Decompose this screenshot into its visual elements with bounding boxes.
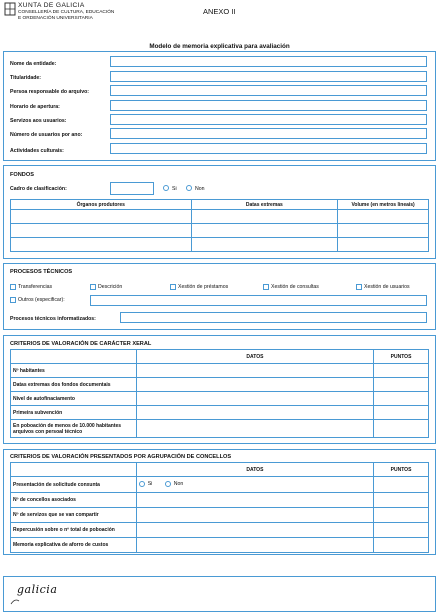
usuarios-checkbox[interactable] bbox=[356, 284, 362, 290]
table-row bbox=[11, 420, 429, 438]
table-row bbox=[11, 477, 429, 493]
table-cell[interactable] bbox=[191, 210, 338, 224]
cadro-non-label: Non bbox=[195, 186, 205, 192]
prestamos-label: Xestión de préstamos bbox=[178, 284, 229, 290]
puntos-cell[interactable] bbox=[374, 378, 429, 392]
table-row bbox=[11, 493, 429, 508]
nome-entidade-input[interactable] bbox=[110, 56, 427, 67]
table-row bbox=[11, 364, 429, 378]
field-label-persoa: Persoa responsable do arquivo: bbox=[10, 89, 89, 95]
puntos-cell[interactable] bbox=[374, 538, 429, 553]
transferencias-checkbox[interactable] bbox=[10, 284, 16, 290]
page-title: Modelo de memoria explicativa para avaliación bbox=[149, 43, 290, 50]
informatizados-label: Procesos técnicos informatizados: bbox=[10, 316, 96, 322]
persoa-responsable-input[interactable] bbox=[110, 85, 427, 96]
field-label-usuarios: Número de usuarios por ano: bbox=[10, 132, 83, 138]
descricion-label: Descrición bbox=[98, 284, 123, 290]
puntos-header: PUNTOS bbox=[374, 350, 429, 364]
solicitude-si-label: Si bbox=[147, 481, 153, 487]
annex-label: ANEXO II bbox=[203, 7, 236, 16]
table-cell[interactable] bbox=[191, 238, 338, 252]
actividades-input[interactable] bbox=[110, 143, 427, 154]
table-row bbox=[11, 406, 429, 420]
field-label-horario: Horario de apertura: bbox=[10, 104, 60, 110]
row-label: Nº de concellos asociados bbox=[11, 493, 137, 508]
criterios-xeral-table bbox=[10, 349, 429, 438]
cadro-label: Cadro de clasificación: bbox=[10, 186, 67, 192]
row-label: Nº habitantes bbox=[11, 364, 137, 378]
datos-cell[interactable] bbox=[136, 477, 373, 493]
numero-usuarios-input[interactable] bbox=[110, 128, 427, 139]
prestamos-checkbox[interactable] bbox=[170, 284, 176, 290]
table-row bbox=[11, 523, 429, 538]
datos-cell[interactable] bbox=[136, 538, 373, 553]
puntos-cell[interactable] bbox=[374, 420, 429, 438]
row-label: Nivel de autofinaciamento bbox=[11, 392, 137, 406]
puntos-cell[interactable] bbox=[374, 508, 429, 523]
fondos-col-volume: Volume (en metros lineais) bbox=[338, 200, 429, 210]
row-label: Memoria explicativa de aforro de custos bbox=[11, 538, 137, 553]
coat-of-arms-icon bbox=[4, 2, 16, 16]
datos-cell[interactable] bbox=[136, 392, 373, 406]
puntos-cell[interactable] bbox=[374, 392, 429, 406]
table-row bbox=[11, 224, 429, 238]
cadro-si-label: Si bbox=[172, 186, 177, 192]
titularidade-input[interactable] bbox=[110, 71, 427, 82]
consultas-label: Xestión de consultas bbox=[271, 284, 319, 290]
table-cell[interactable] bbox=[11, 238, 192, 252]
datos-header: DATOS bbox=[136, 350, 373, 364]
galicia-logo-swoosh-icon bbox=[10, 593, 20, 611]
field-label-servizos: Servizos aos usuarios: bbox=[10, 118, 67, 124]
datos-cell[interactable] bbox=[136, 364, 373, 378]
datos-cell[interactable] bbox=[136, 406, 373, 420]
outros-input[interactable] bbox=[90, 295, 427, 306]
descricion-checkbox[interactable] bbox=[90, 284, 96, 290]
org-department-line2: E ORDENACIÓN UNIVERSITARIA bbox=[18, 16, 93, 21]
row-label: Nº de servizos que se van compartir bbox=[11, 508, 137, 523]
fondos-col-datas: Datas extremas bbox=[191, 200, 338, 210]
puntos-cell[interactable] bbox=[374, 523, 429, 538]
criterios-concellos-title: CRITERIOS DE VALORACIÓN PRESENTADOS POR AGRUPACIÓN DE CONCELLOS bbox=[10, 454, 232, 460]
criterios-xeral-title: CRITERIOS DE VALORACIÓN DE CARÁCTER XERAL bbox=[10, 341, 152, 347]
criterios-concellos-table bbox=[10, 462, 429, 553]
informatizados-input[interactable] bbox=[120, 312, 427, 323]
table-cell bbox=[11, 463, 137, 477]
row-label: Repercusión sobre o nº total de poboación bbox=[11, 523, 137, 538]
row-label: En poboación de menos de 10.000 habitantes arquivos con persoal técnico bbox=[11, 420, 137, 438]
puntos-cell[interactable] bbox=[374, 493, 429, 508]
field-label-titularidade: Titularidade: bbox=[10, 75, 42, 81]
puntos-header: PUNTOS bbox=[374, 463, 429, 477]
table-cell[interactable] bbox=[338, 238, 429, 252]
transferencias-label: Transferencias bbox=[18, 284, 53, 290]
table-cell[interactable] bbox=[11, 224, 192, 238]
table-cell[interactable] bbox=[191, 224, 338, 238]
datos-header: DATOS bbox=[136, 463, 373, 477]
table-cell[interactable] bbox=[338, 224, 429, 238]
field-label-actividades: Actividades culturais: bbox=[10, 148, 64, 154]
fondos-title: FONDOS bbox=[10, 172, 34, 178]
field-label-nome: Nome da entidade: bbox=[10, 61, 57, 67]
table-row bbox=[11, 238, 429, 252]
usuarios-label: Xestión de usuarios bbox=[364, 284, 410, 290]
row-label: Primeira subvención bbox=[11, 406, 137, 420]
fondos-table bbox=[10, 199, 429, 252]
table-row bbox=[11, 392, 429, 406]
org-name: XUNTA DE GALICIA bbox=[18, 2, 85, 9]
xunta-logo bbox=[4, 2, 16, 21]
consultas-checkbox[interactable] bbox=[263, 284, 269, 290]
datos-cell[interactable] bbox=[136, 508, 373, 523]
datos-cell[interactable] bbox=[136, 493, 373, 508]
outros-checkbox[interactable] bbox=[10, 297, 16, 303]
servizos-input[interactable] bbox=[110, 114, 427, 125]
cadro-si-radio[interactable] bbox=[163, 185, 169, 191]
footer-box bbox=[3, 576, 436, 612]
puntos-cell[interactable] bbox=[374, 364, 429, 378]
puntos-cell[interactable] bbox=[374, 477, 429, 493]
row-label: Presentación de solicitude conxunta bbox=[11, 477, 137, 493]
galicia-logo: galicia bbox=[17, 583, 58, 596]
puntos-cell[interactable] bbox=[374, 406, 429, 420]
table-row bbox=[11, 378, 429, 392]
org-department: CONSELLERÍA DE CULTURA, EDUCACIÓN bbox=[18, 10, 115, 15]
solicitude-si-radio[interactable] bbox=[139, 481, 145, 487]
solicitude-non-radio[interactable] bbox=[165, 481, 171, 487]
table-cell[interactable] bbox=[11, 210, 192, 224]
table-row bbox=[11, 210, 429, 224]
procesos-title: PROCESOS TÉCNICOS bbox=[10, 269, 73, 275]
outros-label: Outros (especificar): bbox=[18, 297, 65, 303]
datos-cell[interactable] bbox=[136, 523, 373, 538]
datos-cell[interactable] bbox=[136, 420, 373, 438]
table-cell bbox=[11, 350, 137, 364]
table-row bbox=[11, 538, 429, 553]
cadro-input[interactable] bbox=[110, 182, 154, 195]
solicitude-non-label: Non bbox=[173, 481, 184, 487]
datos-cell[interactable] bbox=[136, 378, 373, 392]
cadro-non-radio[interactable] bbox=[186, 185, 192, 191]
fondos-col-organos: Órganos produtores bbox=[11, 200, 192, 210]
table-row bbox=[11, 508, 429, 523]
table-cell[interactable] bbox=[338, 210, 429, 224]
row-label: Datas extremas dos fondos documentais bbox=[11, 378, 137, 392]
horario-input[interactable] bbox=[110, 100, 427, 111]
